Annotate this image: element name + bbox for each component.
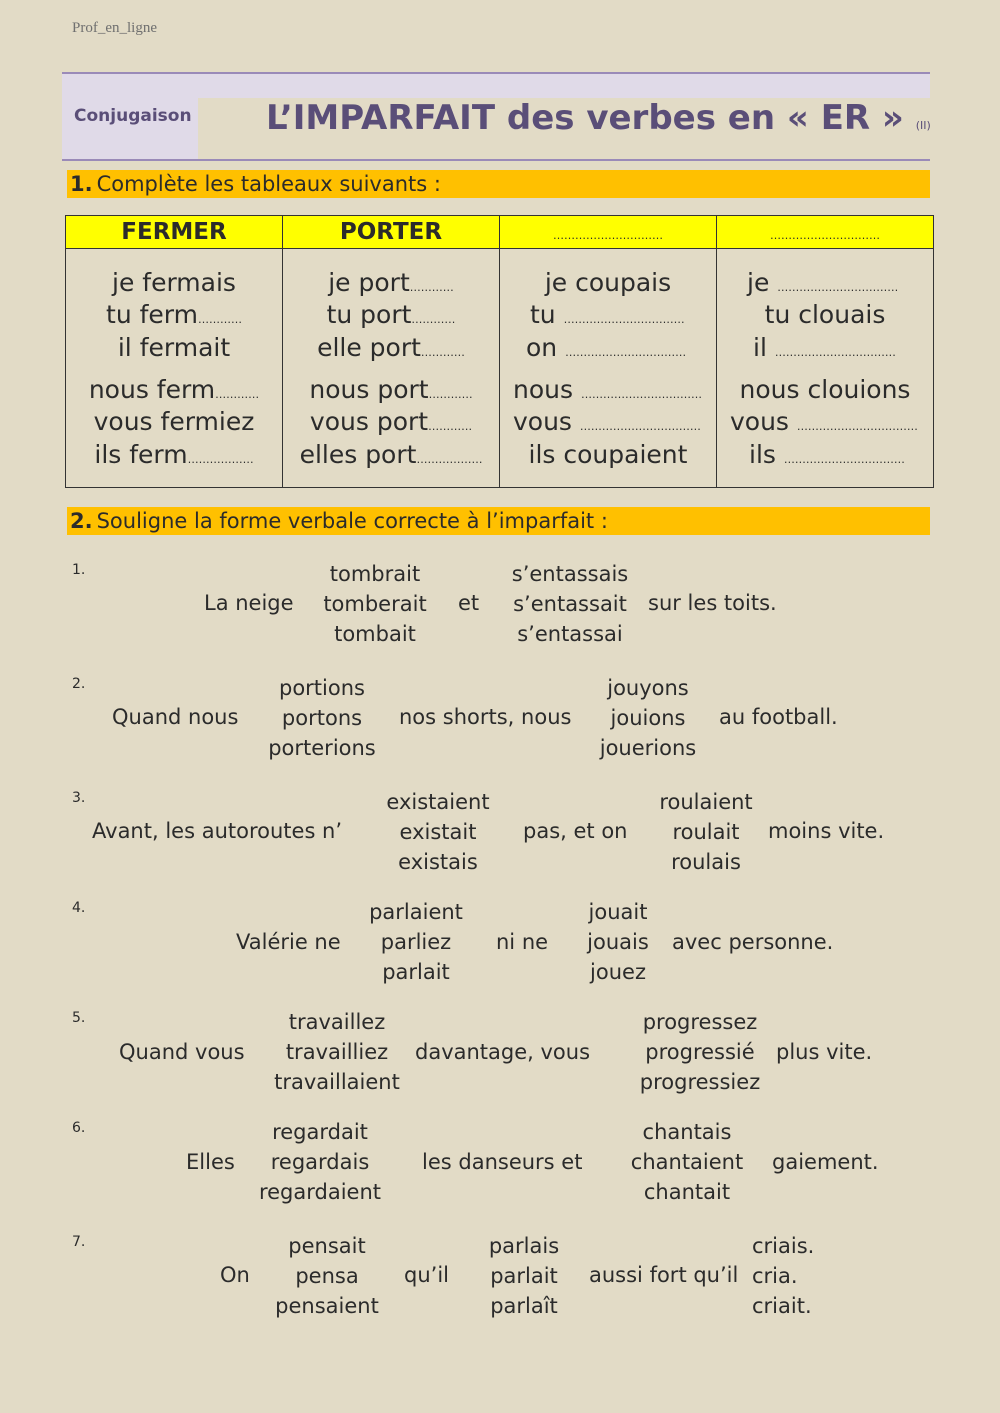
conj-line: je fermais <box>112 268 236 297</box>
verb-choice[interactable]: pensaient <box>275 1294 379 1318</box>
choice-group-1 <box>267 1007 407 1097</box>
verb-choice[interactable]: jouyons <box>607 676 689 700</box>
conjugation-cell-fermer <box>66 249 283 488</box>
choice-group-2 <box>578 897 658 987</box>
sentence-number: 4. <box>72 900 86 916</box>
verb-choice[interactable]: progressez <box>642 1010 758 1034</box>
sentence-5 <box>0 1010 1000 1110</box>
sentence-end: plus vite. <box>776 1040 873 1064</box>
verb-choice[interactable]: jouions <box>610 706 686 730</box>
sentence-start: Valérie ne <box>236 930 341 954</box>
sentence-1 <box>0 562 1000 662</box>
conj-line: il fermait <box>117 333 231 362</box>
verb-choice[interactable]: s’entassai <box>517 622 623 646</box>
sentence-number: 5. <box>72 1010 86 1026</box>
verb-choice[interactable]: chantais <box>642 1120 732 1144</box>
choice-group-3 <box>752 1231 822 1321</box>
choice-group-1 <box>378 787 498 877</box>
exercise2-instruction-bar <box>67 507 930 535</box>
verb-choice[interactable]: existait <box>399 820 477 844</box>
verb-choice[interactable]: jouez <box>590 960 646 984</box>
column-heading: PORTER <box>283 216 500 249</box>
page-title-text: L’IMPARFAIT des verbes en « ER » <box>266 98 904 138</box>
conj-line: tu clouais <box>764 300 886 329</box>
sentence-4 <box>0 900 1000 1000</box>
conj-line[interactable]: ils ferm……………… <box>94 440 254 469</box>
sentence-6 <box>0 1120 1000 1220</box>
column-heading-blank[interactable]: ………………………… <box>717 216 934 249</box>
verb-choice[interactable]: progressié <box>645 1040 755 1064</box>
sentence-end: au football. <box>719 705 838 729</box>
conj-line[interactable]: tu ferm………… <box>106 300 242 329</box>
sentence-end: moins vite. <box>768 819 885 843</box>
verb-choice[interactable]: jouerions <box>599 736 697 760</box>
sentence-middle: nos shorts, nous <box>399 705 572 729</box>
sentence-middle: pas, et on <box>523 819 628 843</box>
conj-line[interactable]: elle port………… <box>317 333 465 362</box>
column-heading: FERMER <box>66 216 283 249</box>
sentence-end: sur les toits. <box>648 591 777 615</box>
conj-line[interactable]: vous …………………………… <box>730 407 918 436</box>
sentence-middle: ni ne <box>496 930 549 954</box>
verb-choice[interactable]: porterions <box>268 736 376 760</box>
verb-choice[interactable]: jouais <box>587 930 649 954</box>
conj-line: je coupais <box>544 268 672 297</box>
sentence-middle: les danseurs et <box>422 1150 583 1174</box>
conj-line[interactable]: nous ferm………… <box>88 375 260 404</box>
sentence-number: 6. <box>72 1120 86 1136</box>
verb-choice[interactable]: travailliez <box>285 1040 389 1064</box>
sentence-start: Avant, les autoroutes n’ <box>92 819 343 843</box>
conj-line: vous fermiez <box>93 407 255 436</box>
conj-line[interactable]: nous …………………………… <box>513 375 702 404</box>
choice-group-2 <box>635 1007 765 1097</box>
verb-choice[interactable]: existais <box>398 850 478 874</box>
choice-group-1 <box>262 673 382 763</box>
exercise1-number: 1. <box>70 172 93 196</box>
verb-choice[interactable]: roulait <box>672 820 740 844</box>
header-bottom-rule <box>62 159 930 161</box>
sentence-7 <box>0 1234 1000 1334</box>
sentence-3 <box>0 790 1000 890</box>
verb-choice[interactable]: parlait <box>382 960 450 984</box>
exercise2-instruction: Souligne la forme verbale correcte à l’imparfait : <box>96 509 608 533</box>
verb-choice[interactable]: parlaît <box>490 1294 558 1318</box>
page-title <box>266 98 931 138</box>
conjugation-cell-couper <box>500 249 717 488</box>
conjugation-cell-porter <box>283 249 500 488</box>
verb-choice[interactable]: parlaient <box>369 900 463 924</box>
verb-choice[interactable]: chantait <box>643 1180 731 1204</box>
verb-choice[interactable]: s’entassais <box>511 562 629 586</box>
verb-choice[interactable]: regardaient <box>258 1180 382 1204</box>
conj-line[interactable]: elles port……………… <box>299 440 483 469</box>
choice-group-2 <box>505 559 635 649</box>
conj-line: nous clouions <box>739 375 911 404</box>
verb-choice[interactable]: pensa <box>295 1264 359 1288</box>
conj-line[interactable]: tu port………… <box>326 300 456 329</box>
choice-group-1 <box>310 559 440 649</box>
choice-group-2 <box>592 673 704 763</box>
conj-line[interactable]: tu …………………………… <box>530 300 685 329</box>
verb-choice[interactable]: roulais <box>671 850 741 874</box>
verb-choice[interactable]: cria. <box>752 1264 798 1288</box>
verb-choice[interactable]: parliez <box>380 930 452 954</box>
verb-choice[interactable]: progressiez <box>639 1070 761 1094</box>
choice-group-2 <box>620 1117 754 1207</box>
sentence-start: Quand nous <box>112 705 239 729</box>
conj-line[interactable]: on …………………………… <box>526 333 687 362</box>
column-heading-blank[interactable]: ………………………… <box>500 216 717 249</box>
page-title-tag: (II) <box>915 119 931 132</box>
sentence-number: 2. <box>72 676 86 692</box>
sentence-2 <box>0 676 1000 776</box>
conj-line[interactable]: je …………………………… <box>747 268 899 297</box>
subject-label: Conjugaison <box>74 106 192 126</box>
verb-choice[interactable]: roulaient <box>659 790 753 814</box>
verb-choice[interactable]: pensait <box>288 1234 366 1258</box>
sentence-end: avec personne. <box>672 930 834 954</box>
verb-choice[interactable]: parlais <box>488 1234 560 1258</box>
conjugation-table <box>65 215 934 488</box>
verb-choice[interactable]: tomberait <box>323 592 427 616</box>
exercise1-instruction-bar <box>67 170 930 198</box>
page-header <box>62 72 930 160</box>
choice-group-1 <box>250 1117 390 1207</box>
verb-choice[interactable]: regardais <box>270 1150 370 1174</box>
choice-group-2 <box>650 787 762 877</box>
verb-choice[interactable]: travaillez <box>288 1010 386 1034</box>
conj-line[interactable]: vous …………………………… <box>513 407 701 436</box>
sentence-number: 7. <box>72 1234 86 1250</box>
sentence-middle-2: aussi fort qu’il <box>589 1263 739 1287</box>
conj-line[interactable]: je port………… <box>328 268 454 297</box>
choice-group-2 <box>480 1231 568 1321</box>
verb-choice[interactable]: parlait <box>490 1264 558 1288</box>
verb-choice[interactable]: tombait <box>334 622 416 646</box>
verb-choice[interactable]: existaient <box>386 790 490 814</box>
verb-choice[interactable]: criait. <box>752 1294 812 1318</box>
sentence-number: 3. <box>72 790 86 806</box>
choice-group-1 <box>267 1231 387 1321</box>
verb-choice[interactable]: regardait <box>272 1120 368 1144</box>
sentence-middle: et <box>458 591 480 615</box>
sentence-number: 1. <box>72 562 86 578</box>
verb-choice[interactable]: tombrait <box>329 562 421 586</box>
verb-choice[interactable]: travaillaient <box>274 1070 400 1094</box>
sentence-end: gaiement. <box>772 1150 879 1174</box>
exercise1-instruction: Complète les tableaux suivants : <box>96 172 441 196</box>
conjugation-cell-clouer <box>717 249 934 488</box>
verb-choice[interactable]: s’entassait <box>513 592 627 616</box>
verb-choice[interactable]: portons <box>281 706 363 730</box>
conj-line: ils coupaient <box>528 440 688 469</box>
verb-choice[interactable]: portions <box>279 676 365 700</box>
sentence-middle: davantage, vous <box>415 1040 591 1064</box>
author-credit: Prof_en_ligne <box>72 20 157 36</box>
sentence-middle: qu’il <box>404 1263 449 1287</box>
conj-line[interactable]: ils …………………………… <box>749 440 905 469</box>
conj-line[interactable]: il …………………………… <box>753 333 896 362</box>
conj-line[interactable]: nous port………… <box>309 375 473 404</box>
sentence-start: Quand vous <box>119 1040 245 1064</box>
verb-choice[interactable]: chantaient <box>630 1150 744 1174</box>
sentence-start: Elles <box>186 1150 235 1174</box>
conj-line[interactable]: vous port………… <box>309 407 473 436</box>
choice-group-1 <box>362 897 470 987</box>
sentence-start: On <box>220 1263 250 1287</box>
exercise2-number: 2. <box>70 509 93 533</box>
verb-choice[interactable]: jouait <box>588 900 648 924</box>
verb-choice[interactable]: criais. <box>752 1234 815 1258</box>
sentence-start: La neige <box>204 591 294 615</box>
